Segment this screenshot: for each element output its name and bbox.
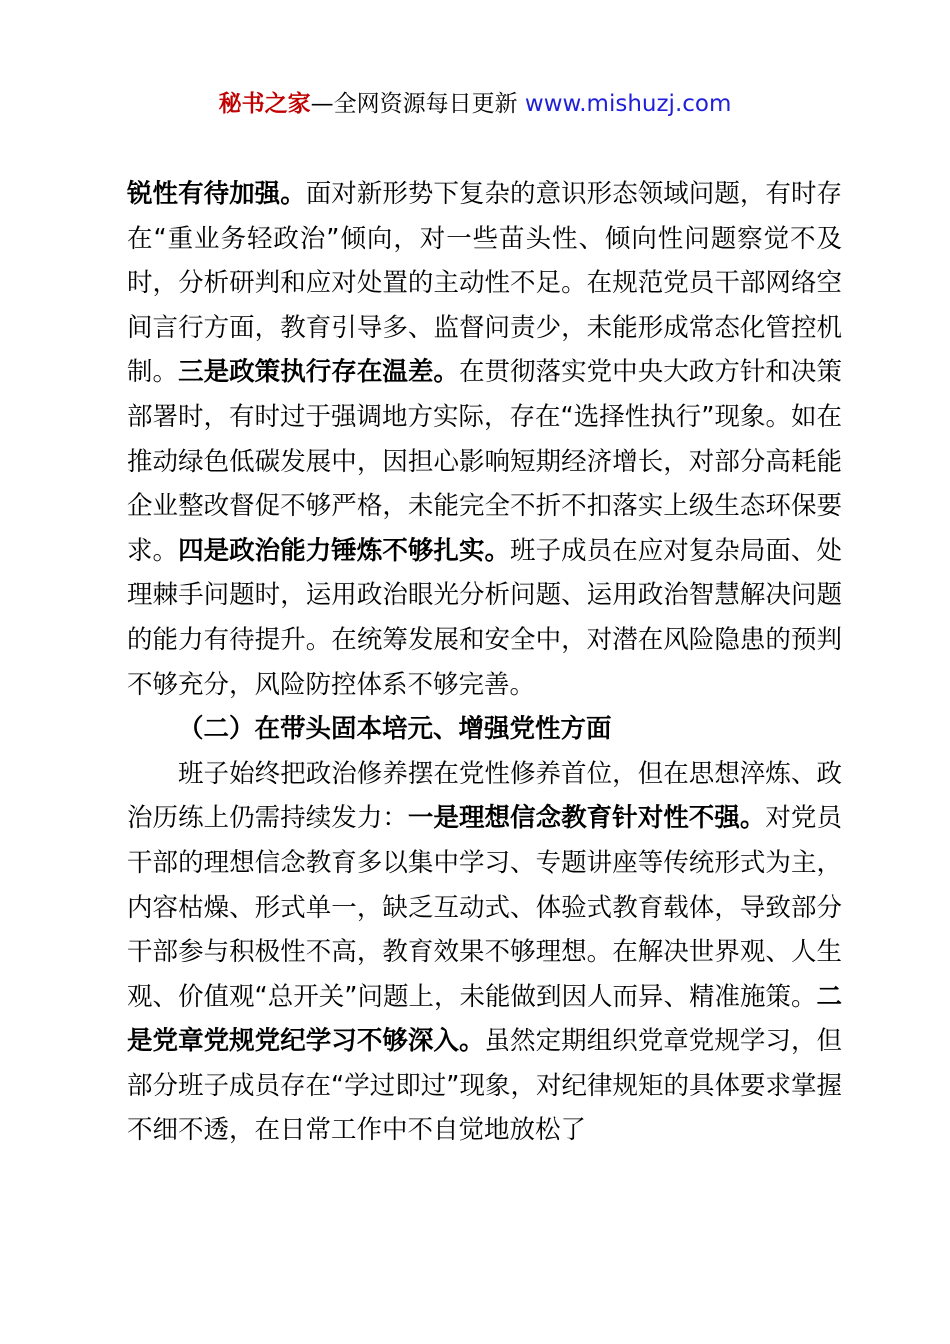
site-tagline: —全网资源每日更新 — [310, 91, 525, 117]
section-heading-two: （二）在带头固本培元、增强党性方面 — [178, 714, 612, 745]
bold-phrase: 锐性有待加强。 — [127, 179, 306, 209]
paragraph-text: 班子始终把政治修养摆在党性修养首位，但在思想淬炼、政治历练上仍需持续发力： — [127, 758, 842, 834]
site-header — [0, 88, 950, 120]
paragraph-text: 在贯彻落实党中央大政方针和决策部署时，有时过于强调地方实际，存在“选择性执行”现象。如在推动绿色低碳发展中，因担心影响短期经济增长，对部分高耗能企业整改督促不够严格，未能完全不折不扣落实上级生态环保要求。 — [127, 357, 842, 566]
paragraph-political-issues — [127, 172, 842, 707]
site-url-link[interactable]: www.mishuzj.com — [524, 91, 732, 117]
paragraph-text: 面对新形势下复杂的意识形态领域问题，有时存在“重业务轻政治”倾向，对一些苗头性、倾向性问题察觉不及时，分析研判和应对处置的主动性不足。在规范党员干部网络空间言行方面，教育引导多、监督问责少，未能形成常态化管控机制。 — [127, 179, 842, 388]
document-body — [127, 172, 842, 1153]
bold-point-four: 四是政治能力锤炼不够扎实。 — [178, 535, 511, 566]
site-brand: 秘书之家 — [218, 91, 311, 117]
bold-point-two: 二是党章党规党纪学习不够深入。 — [127, 981, 842, 1057]
paragraph-text: 班子成员在应对复杂局面、处理棘手问题时，运用政治眼光分析问题、运用政治智慧解决问题的能力有待提升。在统筹发展和安全中，对潜在风险隐患的预判不够充分，风险防控体系不够完善。 — [127, 535, 842, 700]
bold-point-one: 一是理想信念教育针对性不强。 — [407, 803, 766, 834]
paragraph-text: 对党员干部的理想信念教育多以集中学习、专题讲座等传统形式为主，内容枯燥、形式单一，缺乏互动式、体验式教育载体，导致部分干部参与积极性不高，教育效果不够理想。在解决世界观、人生观、价值观“总开关”问题上，未能做到因人而异、精准施策。 — [127, 803, 842, 1012]
bold-point-three: 三是政策执行存在温差。 — [178, 357, 459, 388]
paragraph-party-spirit — [127, 752, 842, 1153]
paragraph-text: 虽然定期组织党章党规学习，但部分班子成员存在“学过即过”现象，对纪律规矩的具体要求掌握不细不透，在日常工作中不自觉地放松了 — [127, 1026, 842, 1146]
